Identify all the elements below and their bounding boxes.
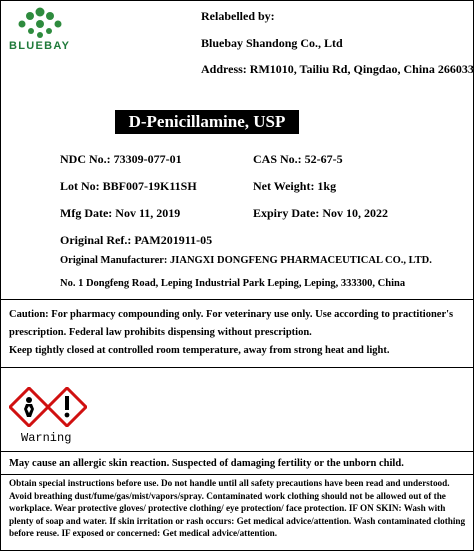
health-hazard-icon [9,387,49,427]
net-weight: Net Weight: 1kg [253,179,337,193]
bluebay-dots-logo-icon [9,5,71,41]
precautionary-statements: Obtain special instructions before use. Do not handle until all safety precautions have been read and understood. Avoid breathing dust/fume/gas/mist/vapors/spray. Contaminated work clothing should not be allowed out of the workplace. Wear protective gloves/ protective clothing/ eye protection/ face protection. IF ON SKIN: Wash with plenty of soap and water. If skin irritation or rash occurs: Get medical advice/attention. Wash contaminated clothing before reuse. IF exposed or concerned: Get medical advice/attention. [9,478,466,538]
divider-2 [1,367,473,368]
logo-text: BLUEBAY [9,40,71,52]
signal-word: Warning [21,431,72,445]
original-ref: Original Ref.: PAM201911-05 [60,233,213,247]
original-manufacturer: Original Manufacturer: JIANGXI DONGFENG PHARMACEUTICAL CO., LTD. [60,255,432,266]
ndc-number: NDC No.: 73309-077-01 [60,152,182,166]
storage-instructions: Keep tightly closed at controlled room temperature, away from strong heat and light. [9,345,390,356]
relabel-heading: Relabelled by: [201,9,275,23]
manufacturer-address: No. 1 Dongfeng Road, Leping Industrial Park Leping, Leping, 333300, China [60,278,406,289]
cas-number: CAS No.: 52-67-5 [253,152,343,166]
divider-3 [1,451,473,452]
expiry-date: Expiry Date: Nov 10, 2022 [253,206,388,220]
relabel-company: Bluebay Shandong Co., Ltd [201,36,343,50]
logo [9,5,71,55]
product-title: D-Penicillamine, USP [115,110,299,134]
exclamation-mark-icon [47,387,87,427]
lot-number: Lot No: BBF007-19K11SH [60,179,197,193]
relabel-address: Address: RM1010, Tailiu Rd, Qingdao, China 266033 [201,62,474,76]
divider-1 [1,299,473,300]
hazard-statement: May cause an allergic skin reaction. Suspected of damaging fertility or the unborn child. [9,458,404,469]
caution-line-1: Caution: For pharmacy compounding only. For veterinary use only. Use according to practitioner's [9,309,454,320]
mfg-date: Mfg Date: Nov 11, 2019 [60,206,181,220]
divider-4 [1,474,473,475]
caution-line-2: prescription. Federal law prohibits dispensing without prescription. [9,327,312,338]
